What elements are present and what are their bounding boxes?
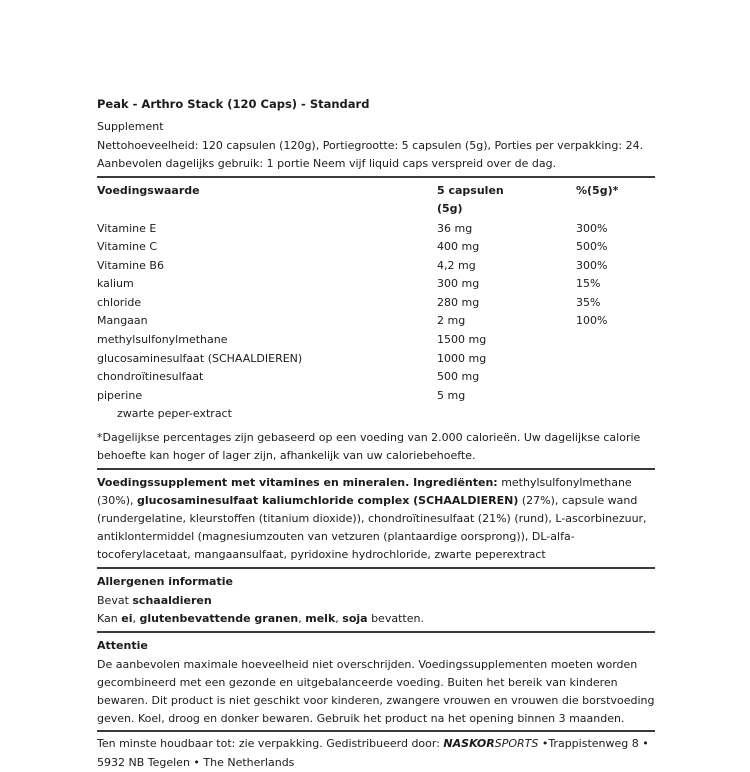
table-row (97, 331, 655, 350)
table-row (97, 257, 655, 276)
nutrient-daily-value (576, 350, 655, 369)
nutrient-amount: 300 mg (437, 277, 480, 291)
nutrient-daily-value: 100% (576, 314, 608, 328)
nutrient-name: kalium (97, 277, 134, 291)
allergen-soy: soja (342, 612, 368, 626)
nutrient-amount: 400 mg (437, 240, 480, 254)
nutrient-daily-value (576, 331, 655, 350)
nutrient-daily-value: 35% (576, 295, 601, 309)
daily-value-footnote: *Dagelijkse percentages zijn gebaseerd op een voeding van 2.000 calorieën. Uw dagelijkse calorie behoefte kan hoger of lager zijn, afhankelijk van uw caloriebehoefte. (97, 429, 655, 470)
table-row (97, 275, 655, 294)
brand-name-sports: SPORTS (494, 737, 539, 751)
attention-heading: Attentie (97, 638, 148, 652)
supplement-label-document (97, 96, 655, 772)
table-row (97, 387, 655, 406)
usage-line: Aanbevolen dagelijks gebruik: 1 portie Neem vijf liquid caps verspreid over de dag. (97, 155, 655, 178)
nutrient-amount: 36 mg (437, 221, 473, 235)
allergens-may-contain-line (97, 610, 655, 633)
nutrient-daily-value: 300% (576, 221, 608, 235)
allergens-contains-prefix: Bevat (97, 593, 133, 607)
column-header-nutrient: Voedingswaarde (97, 183, 200, 197)
may-contain-suffix: bevatten. (367, 612, 424, 626)
allergens-contains-line (97, 592, 655, 611)
nutrient-daily-value: 300% (576, 258, 608, 272)
may-contain-separator: , (298, 612, 306, 626)
allergens-heading: Allergenen informatie (97, 575, 233, 589)
allergen-shellfish: schaaldieren (132, 593, 212, 607)
ingredients-text-1: methylsulfonylmethane (30%), (97, 476, 632, 508)
nutrient-daily-value: 15% (576, 277, 601, 291)
nutrition-table-header-row (97, 180, 655, 220)
column-header-daily-value: %(5g)* (576, 183, 619, 197)
ingredients-complex-bold: glucosaminesulfaat kaliumchloride complex (SCHAALDIEREN) (137, 494, 519, 508)
brand-name-naskor: NASKOR (443, 737, 495, 751)
table-row (97, 294, 655, 313)
table-row (97, 368, 655, 387)
distributor-line (97, 735, 655, 772)
nutrient-name: Mangaan (97, 314, 148, 328)
nutrient-name: piperine (97, 388, 143, 402)
nutrient-daily-value (576, 387, 655, 406)
nutrient-name: methylsulfonylmethane (97, 333, 228, 347)
allergen-milk: melk (305, 612, 336, 626)
supplement-type-label: Supplement (97, 120, 164, 133)
ingredients-lead: Voedingssupplement met vitamines en mineralen. Ingrediënten: (97, 476, 498, 490)
nutrient-name: glucosaminesulfaat (SCHAALDIEREN) (97, 351, 303, 365)
table-row (97, 220, 655, 239)
nutrient-amount: 2 mg (437, 314, 466, 328)
distributor-address: •Trappistenweg 8 • 5932 NB Tegelen • The Netherlands (97, 737, 649, 769)
may-contain-prefix: Kan (97, 612, 122, 626)
column-header-amount-line2: (5g) (437, 202, 463, 215)
nutrition-table (97, 180, 655, 425)
attention-paragraph: De aanbevolen maximale hoeveelheid niet overschrijden. Voedingssupplementen moeten worden gecombineerd met een gezonde en uitgebalanceerde voeding. Buiten het bereik van kinderen bewaren. Dit product is niet geschikt voor kinderen, zwangere vrouwen en vrouwen die borstvoeding geven. Koel, droog en donker bewaren. Gebruik het product na het opening binnen 3 maanden. (97, 656, 655, 732)
product-title: Peak - Arthro Stack (120 Caps) - Standard (97, 97, 370, 111)
nutrient-name: Vitamine B6 (97, 258, 164, 272)
allergen-egg: ei (121, 612, 133, 626)
nutrient-name: Vitamine C (97, 240, 158, 254)
nutrient-daily-value: 500% (576, 240, 608, 254)
nutrient-name: Vitamine E (97, 221, 157, 235)
nutrient-amount: 4,2 mg (437, 258, 476, 272)
nutrient-name: chloride (97, 295, 142, 309)
nutrient-daily-value (576, 368, 655, 387)
shelf-life-distributor-text: Ten minste houdbaar tot: zie verpakking. Gedistribueerd door: (97, 737, 444, 751)
table-row (97, 312, 655, 331)
net-quantity-line: Nettohoeveelheid: 120 capsulen (120g), Portiegrootte: 5 capsulen (5g), Porties per verpakking: 24. (97, 138, 644, 152)
may-contain-separator: , (335, 612, 343, 626)
table-row (97, 405, 655, 424)
allergen-gluten-grains: glutenbevattende granen (139, 612, 299, 626)
nutrient-name: chondroïtinesulfaat (97, 370, 204, 384)
nutrient-amount: 1000 mg (437, 351, 487, 365)
table-row (97, 238, 655, 257)
column-header-amount (437, 182, 576, 219)
ingredients-text-2: (27%), capsule wand (rundergelatine, kleurstoffen (titanium dioxide)), chondroïtinesulfaat (21%) (rund), L-ascorbinezuur, antiklontermiddel (magnesiumzouten van vetzuren (plantaardige oorsprong)), DL-alfa-tocoferylacetaat, mangaansulfaat, pyridoxine hydrochloride, zwarte peperextract (97, 494, 647, 562)
nutrient-amount: 280 mg (437, 295, 480, 309)
column-header-amount-line1: 5 capsulen (437, 183, 504, 197)
nutrient-daily-value (576, 405, 655, 424)
nutrient-sub-name: zwarte peper-extract (117, 407, 232, 421)
nutrient-amount: 500 mg (437, 370, 480, 384)
nutrient-amount (437, 405, 576, 424)
table-row (97, 350, 655, 369)
ingredients-paragraph (97, 474, 655, 569)
nutrient-amount: 5 mg (437, 388, 466, 402)
may-contain-separator: , (132, 612, 140, 626)
nutrient-amount: 1500 mg (437, 333, 487, 347)
